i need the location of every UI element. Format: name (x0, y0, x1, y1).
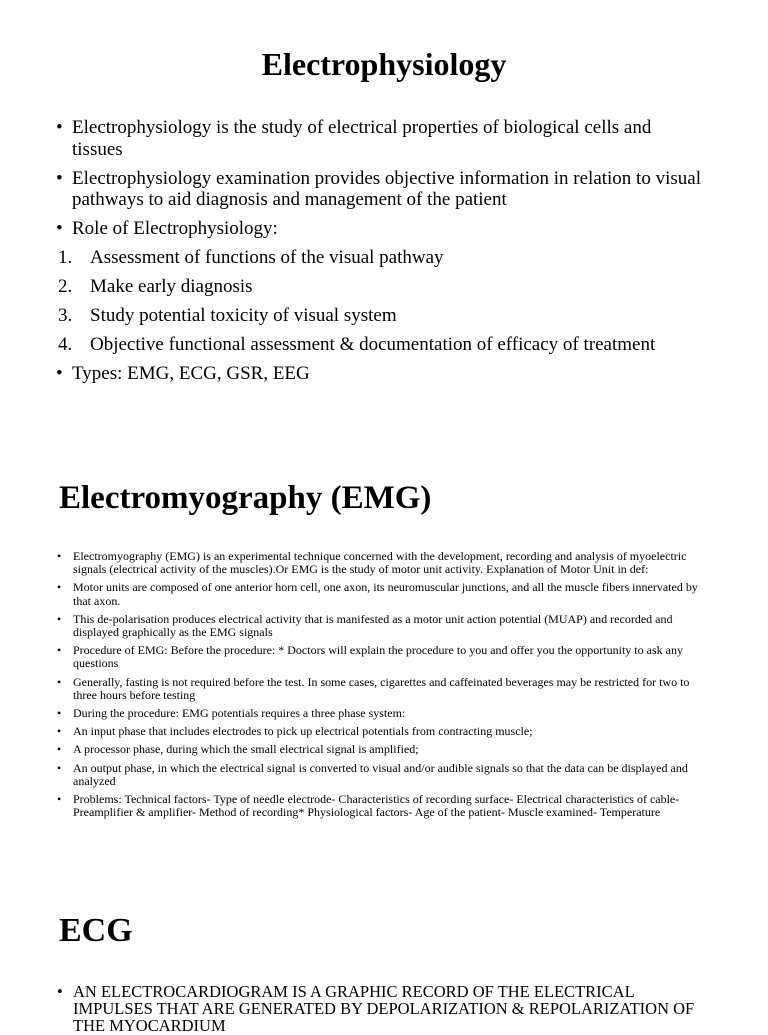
slide-title: Electrophysiology (261, 46, 507, 82)
bullet-list (57, 983, 707, 1034)
list-item: • Problems: Technical factors- Type of needle electrode- Characteristics of recording surface- Electrical characteristics of cable- Preamplifier & amplifier- Method of recording* Physiological factors- Age of the patient- Muscle examined- Temperature (57, 793, 712, 819)
list-item: • Types: EMG, ECG, GSR, EEG (56, 363, 706, 385)
list-item: • Electrophysiology is the study of electrical properties of biological cells and tissues (56, 117, 706, 160)
list-item: • An input phase that includes electrodes to pick up electrical potentials from contracting muscle; (57, 725, 712, 738)
item-text: Objective functional assessment & documentation of efficacy of treatment (90, 334, 656, 355)
item-text: Make early diagnosis (90, 276, 253, 297)
list-item: • Generally, fasting is not required before the test. In some cases, cigarettes and caffeinated beverages may be restricted for two to three hours before testing (57, 676, 712, 702)
numbered-item (56, 305, 706, 327)
bullet-list (56, 117, 706, 392)
list-item: • A processor phase, during which the small electrical signal is amplified; (57, 743, 712, 756)
list-item: • AN ELECTROCARDIOGRAM IS A GRAPHIC RECORD OF THE ELECTRICAL IMPULSES THAT ARE GENERATED BY DEPOLARIZATION & REPOLARIZATION OF THE MYOCARDIUM (57, 983, 707, 1034)
slide-title: Electromyography (EMG) (59, 480, 432, 516)
list-item: • This de-polarisation produces electrical activity that is manifested as a motor unit action potential (MUAP) and recorded and displayed graphically as the EMG signals (57, 613, 712, 639)
numbered-item (56, 276, 706, 298)
slide-title: ECG (59, 912, 133, 949)
bullet-list (57, 550, 712, 824)
list-item: • During the procedure: EMG potentials requires a three phase system: (57, 707, 712, 720)
item-number: 2. (58, 276, 73, 297)
list-item: • Procedure of EMG: Before the procedure: * Doctors will explain the procedure to you and offer you the opportunity to ask any questions (57, 644, 712, 670)
list-item: • Role of Electrophysiology: (56, 218, 706, 240)
item-number: 3. (58, 305, 73, 326)
item-text: Assessment of functions of the visual pathway (90, 247, 444, 268)
list-item: • Motor units are composed of one anterior horn cell, one axon, its neuromuscular junctions, and all the muscle fibers innervated by that axon. (57, 581, 712, 607)
list-item: • An output phase, in which the electrical signal is converted to visual and/or audible signals so that the data can be displayed and analyzed (57, 762, 712, 788)
list-item: • Electromyography (EMG) is an experimental technique concerned with the development, recording and analysis of myoelectric signals (electrical activity of the muscles).Or EMG is the study of motor unit activity. Explanation of Motor Unit in def: (57, 550, 712, 576)
numbered-item (56, 334, 706, 356)
list-item: • Electrophysiology examination provides objective information in relation to visual pathways to aid diagnosis and management of the patient (56, 168, 706, 211)
item-number: 4. (58, 334, 73, 355)
item-text: Study potential toxicity of visual system (90, 305, 397, 326)
item-number: 1. (58, 247, 73, 268)
numbered-item (56, 247, 706, 269)
